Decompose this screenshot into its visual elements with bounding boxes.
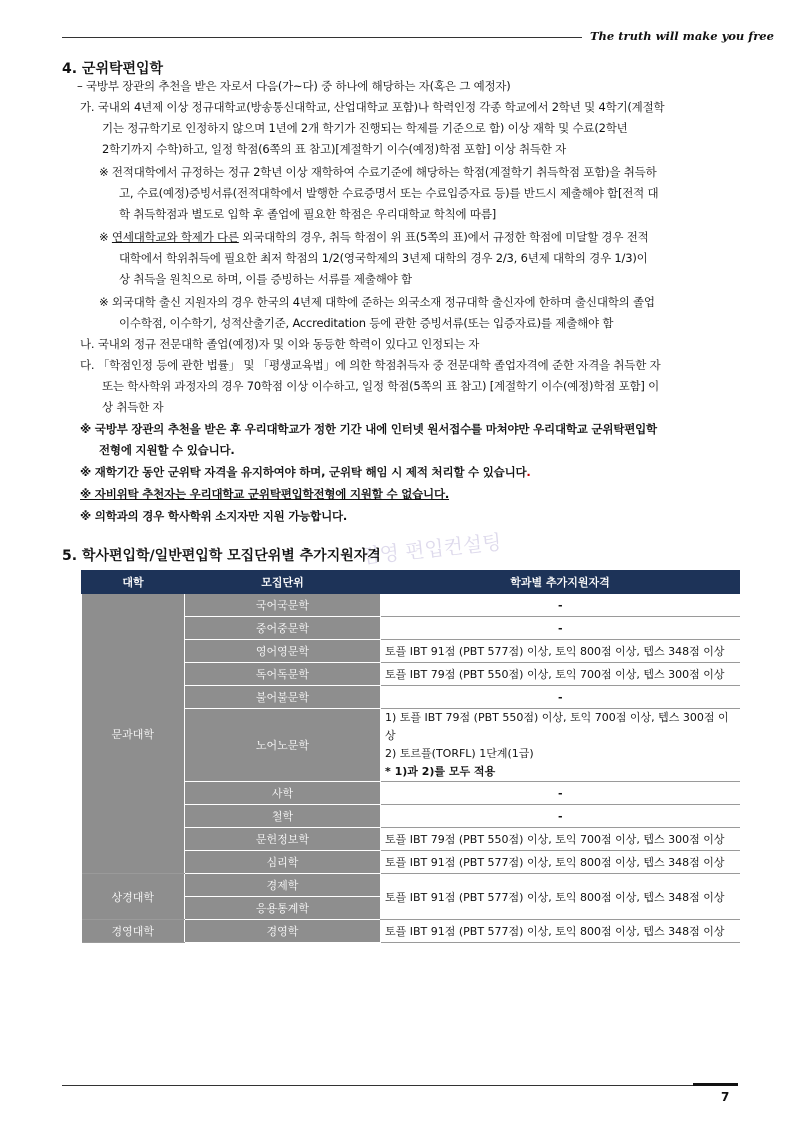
dept-cell: 심리학: [185, 851, 381, 874]
table-header-row: [82, 571, 740, 594]
bold-note: ※ 의학과의 경우 학사학위 소지자만 지원 가능합니다.: [80, 509, 348, 523]
header-unit: 모집단위: [185, 571, 381, 594]
dept-cell: 중어중문학: [185, 617, 381, 640]
body-line-rest: 외국대학의 경우, 취득 학점이 위 표(5쪽의 표)에서 규정한 학점에 미달할 경우 전적: [238, 230, 649, 244]
body-line: 기는 정규학기로 인정하지 않으며 1년에 2개 학기가 진행되는 학제를 기준으로 함) 이상 재학 및 수료(2학년: [102, 121, 628, 135]
bold-note: 전형에 지원할 수 있습니다.: [99, 443, 235, 457]
table-row: [82, 920, 740, 943]
body-line: 상 취득한 자: [102, 400, 164, 414]
red-period: .: [526, 465, 531, 479]
req-cell-multi: [381, 709, 740, 782]
body-line: ※ 외국대학 출신 지원자의 경우 한국의 4년제 대학에 준하는 외국소재 정규대학 출신자에 한하며 출신대학의 졸업: [99, 295, 655, 309]
dept-cell: 철학: [185, 805, 381, 828]
dept-cell: 응용통계학: [185, 897, 381, 920]
body-line: 또는 학사학위 과정자의 경우 70학점 이상 이수하고, 일정 학점(5쪽의 표 참고) [계절학기 이수(예정)학점 포함] 이: [102, 379, 660, 393]
dept-cell: 독어독문학: [185, 663, 381, 686]
footer-rule: [62, 1085, 738, 1086]
dept-cell: 문헌정보학: [185, 828, 381, 851]
body-line: 상 취득을 원칙으로 하며, 이를 증빙하는 서류를 제출해야 함: [119, 272, 412, 286]
underlined-phrase: 연세대학교와 학제가 다른: [111, 230, 239, 244]
bold-note: ※ 재학기간 동안 군위탁 자격을 유지하여야 하며, 군위탁 해임 시 제적 처리할 수 있습니다.: [80, 465, 531, 479]
req-cell: -: [381, 686, 740, 709]
dept-cell: 국어국문학: [185, 594, 381, 617]
dept-cell: 영어영문학: [185, 640, 381, 663]
req-line-2: 2) 토르플(TORFL) 1단계(1급): [385, 747, 534, 760]
body-line: 고, 수료(예정)증빙서류(전적대학에서 발행한 수료증명서 또는 수료입증자료 등)를 반드시 제출해야 함[전적 대: [119, 186, 659, 200]
dept-cell: 노어노문학: [185, 709, 381, 782]
note-mark: ※: [99, 230, 112, 244]
header-motto: The truth will make you free: [590, 29, 774, 43]
header-college: 대학: [82, 571, 185, 594]
body-line: 다. 「학점인정 등에 관한 법률」 및 「평생교육법」에 의한 학점취득자 중 전문대학 졸업자격에 준한 자격을 취득한 자: [80, 358, 661, 372]
body-line: ※ 전적대학에서 규정하는 정규 2학년 이상 재학하여 수료기준에 해당하는 학점(계절학기 취득학점 포함)을 취득하: [99, 165, 657, 179]
body-line: [99, 228, 649, 246]
body-line: 학 취득학점과 별도로 입학 후 졸업에 필요한 학점은 우리대학교 학칙에 따름]: [119, 207, 497, 221]
footer-accent: [693, 1083, 738, 1086]
dept-cell: 사학: [185, 782, 381, 805]
body-line: 대학에서 학위취득에 필요한 최저 학점의 1/2(영국학제의 3년제 대학의 경우 2/3, 6년제 대학의 경우 1/3)이: [119, 251, 648, 265]
req-cell: 토플 IBT 79점 (PBT 550점) 이상, 토익 700점 이상, 텝스 300점 이상: [381, 663, 740, 686]
req-cell: -: [381, 594, 740, 617]
watermark: 김영 편입컨설팅: [359, 529, 503, 569]
table-row: [82, 874, 740, 897]
header-rule: [62, 37, 582, 38]
body-line: 2학기까지 수학)하고, 일정 학점(6쪽의 표 참고)[계절학기 이수(예정)학점 포함] 이상 취득한 자: [102, 142, 567, 156]
req-line-1: 1) 토플 IBT 79점 (PBT 550점) 이상, 토익 700점 이상, 텝스 300점 이상: [385, 711, 729, 742]
req-cell: 토플 IBT 91점 (PBT 577점) 이상, 토익 800점 이상, 텝스 348점 이상: [381, 920, 740, 943]
req-cell: -: [381, 805, 740, 828]
section-4-title: 4. 군위탁편입학: [62, 61, 164, 77]
bold-note: ※ 국방부 장관의 추천을 받은 후 우리대학교가 정한 기간 내에 인터넷 원서접수를 마쳐야만 우리대학교 군위탁편입학: [80, 422, 657, 436]
section-5-title: 5. 학사편입학/일반편입학 모집단위별 추가지원자격: [62, 548, 381, 564]
college-cell: 상경대학: [82, 874, 185, 920]
table-row: [82, 594, 740, 617]
body-line: – 국방부 장관의 추천을 받은 자로서 다음(가~다) 중 하나에 해당하는 자(혹은 그 예정자): [77, 79, 511, 93]
dept-cell: 경제학: [185, 874, 381, 897]
req-cell: -: [381, 782, 740, 805]
header-requirement: 학과별 추가지원자격: [381, 571, 740, 594]
req-cell: 토플 IBT 91점 (PBT 577점) 이상, 토익 800점 이상, 텝스 348점 이상: [381, 874, 740, 920]
body-line: 나. 국내외 정규 전문대학 졸업(예정)자 및 이와 동등한 학력이 있다고 인정되는 자: [80, 337, 480, 351]
req-cell: -: [381, 617, 740, 640]
page-number: 7: [721, 1090, 730, 1104]
req-line-3: * 1)과 2)를 모두 적용: [385, 765, 496, 778]
req-cell: 토플 IBT 79점 (PBT 550점) 이상, 토익 700점 이상, 텝스 300점 이상: [381, 828, 740, 851]
college-cell: 경영대학: [82, 920, 185, 943]
req-cell: 토플 IBT 91점 (PBT 577점) 이상, 토익 800점 이상, 텝스 348점 이상: [381, 640, 740, 663]
college-cell: 문과대학: [82, 594, 185, 874]
body-line: 이수학점, 이수학기, 성적산출기준, Accreditation 등에 관한 증빙서류(또는 입증자료)를 제출해야 함: [119, 316, 614, 330]
bold-note-underlined: ※ 자비위탁 추천자는 우리대학교 군위탁편입학전형에 지원할 수 없습니다.: [80, 487, 450, 501]
requirements-table: [81, 570, 740, 943]
req-cell: 토플 IBT 91점 (PBT 577점) 이상, 토익 800점 이상, 텝스 348점 이상: [381, 851, 740, 874]
body-line: 가. 국내외 4년제 이상 정규대학교(방송통신대학교, 산업대학교 포함)나 학력인정 각종 학교에서 2학년 및 4학기(계절학: [80, 100, 665, 114]
dept-cell: 경영학: [185, 920, 381, 943]
dept-cell: 불어불문학: [185, 686, 381, 709]
